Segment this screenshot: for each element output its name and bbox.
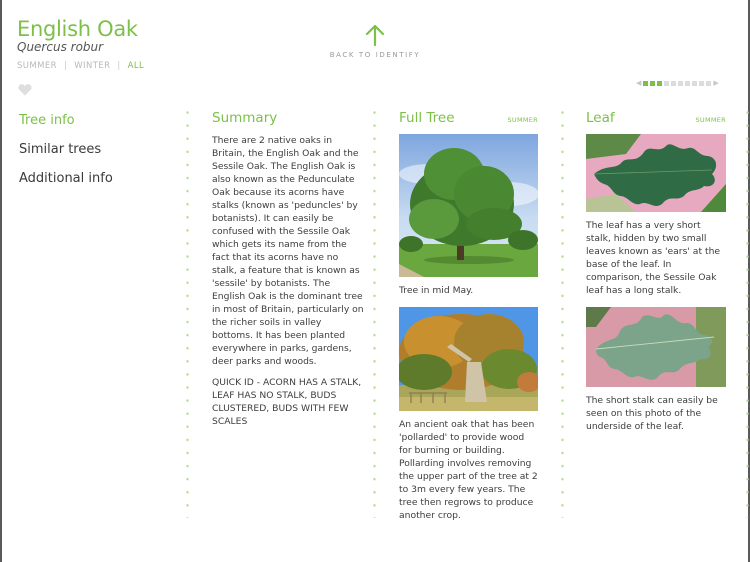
separator: |: [63, 61, 68, 71]
pager-dot-4[interactable]: [664, 81, 669, 86]
pager-dot-6[interactable]: [678, 81, 683, 86]
summary-paragraph: There are 2 native oaks in Britain, the English Oak and the Sessile Oak. The English Oak is also known as the Pedunculate Oak because its acorns have stalks (known as 'peduncles' by botanists). It can easily be confused with the Sessile Oak which gets its name from the fact that its acorns have no stalk, a feature that is known as 'sessile' by botanists. The English Oak is the dominant tree in most of Britain, particularly on the richer soils in valley bottoms. It has been planted everywhere in parks, gardens, deer parks and woods.: [212, 135, 364, 367]
leaf-upper-photo[interactable]: [586, 134, 726, 212]
pager-dot-8[interactable]: [692, 81, 697, 86]
summary-title: Summary: [212, 110, 278, 126]
leaf-header: [586, 110, 726, 134]
sidebar-item-additional-info[interactable]: Additional info: [19, 171, 113, 186]
leaf-column: [586, 110, 726, 443]
sidebar-item-tree-info[interactable]: Tree info: [19, 113, 75, 128]
season-all[interactable]: ALL: [127, 61, 145, 71]
sidebar-nav: [19, 113, 113, 200]
full-tree-column: [399, 110, 538, 532]
pager-dot-9[interactable]: [699, 81, 704, 86]
column-divider: [186, 106, 189, 518]
page-indicator: [636, 79, 719, 87]
sidebar-item-similar-trees[interactable]: Similar trees: [19, 142, 102, 157]
pager-next-icon[interactable]: ▶: [713, 79, 719, 87]
full-tree-photo[interactable]: [399, 134, 538, 277]
season-badge: SUMMER: [507, 116, 538, 124]
summary-column: [212, 110, 364, 428]
pager-prev-icon[interactable]: ◀: [636, 79, 642, 87]
full-tree-header: [399, 110, 538, 134]
summary-header: [212, 110, 364, 134]
window-border-left: [0, 0, 2, 562]
leaf-title: Leaf: [586, 110, 615, 126]
season-badge: SUMMER: [695, 116, 726, 124]
photo-caption: The short stalk can easily be seen on this photo of the underside of the leaf.: [586, 395, 718, 432]
arrow-up-icon: [365, 24, 385, 46]
season-summer[interactable]: SUMMER: [17, 61, 57, 71]
pager-dot-5[interactable]: [671, 81, 676, 86]
pager-dot-1[interactable]: [643, 81, 648, 86]
back-to-identify-label: BACK TO IDENTIFY: [329, 51, 421, 59]
photo-caption: The leaf has a very short stalk, hidden by two small leaves known as 'ears' at the base of the leaf. In comparison, the Sessile Oak leaf has a long stalk.: [586, 220, 721, 296]
pager-dot-3[interactable]: [657, 81, 662, 86]
back-to-identify-button[interactable]: [320, 24, 430, 59]
species-title: English Oak: [17, 17, 138, 41]
pager-dot-7[interactable]: [685, 81, 690, 86]
quick-id-text: QUICK ID - ACORN HAS A STALK, LEAF HAS NO STALK, BUDS CLUSTERED, BUDS WITH FEW SCALES: [212, 377, 362, 427]
separator: |: [117, 61, 121, 71]
column-divider: [746, 106, 749, 518]
pollarded-oak-photo[interactable]: [399, 307, 538, 411]
leaf-underside-photo[interactable]: [586, 307, 726, 387]
season-filter: [17, 61, 144, 71]
column-divider: [373, 106, 376, 518]
pager-dot-10[interactable]: [706, 81, 711, 86]
heart-icon[interactable]: [18, 81, 32, 94]
photo-caption: Tree in mid May.: [399, 285, 474, 296]
column-divider: [561, 106, 564, 518]
latin-name: Quercus robur: [17, 40, 104, 54]
full-tree-title: Full Tree: [399, 110, 455, 126]
pager-dot-2[interactable]: [650, 81, 655, 86]
season-winter[interactable]: WINTER: [74, 61, 111, 71]
photo-caption: An ancient oak that has been 'pollarded' to provide wood for burning or building. Pollarding involves removing the upper part of the tree at 2 to 3m every few years. The tree then regrows to produce another crop.: [399, 419, 538, 521]
